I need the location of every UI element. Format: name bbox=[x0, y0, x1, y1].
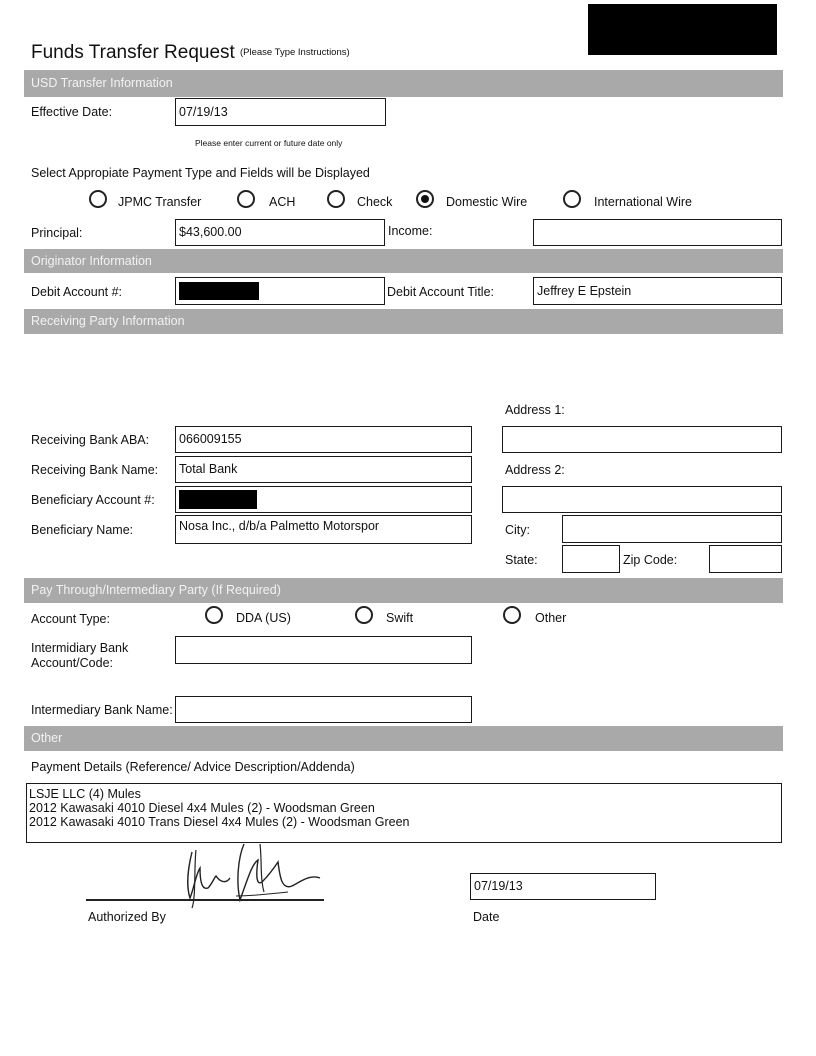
radio-selected-dot bbox=[421, 195, 429, 203]
signature-line bbox=[86, 899, 324, 901]
debit-account-redaction bbox=[179, 282, 259, 300]
address2-field[interactable] bbox=[502, 486, 782, 513]
income-label: Income: bbox=[388, 224, 433, 238]
radio-international-wire[interactable] bbox=[563, 190, 581, 208]
state-label: State: bbox=[505, 553, 538, 567]
bank-name-label: Receiving Bank Name: bbox=[31, 463, 159, 477]
date-note: Please enter current or future date only bbox=[195, 138, 343, 148]
address1-label: Address 1: bbox=[505, 403, 565, 417]
income-field[interactable] bbox=[533, 219, 782, 246]
instructions-note: (Please Type Instructions) bbox=[240, 47, 350, 58]
payment-details-field[interactable] bbox=[26, 783, 782, 843]
principal-field[interactable]: $43,600.00 bbox=[175, 219, 385, 246]
section-receiving-party: Receiving Party Information bbox=[24, 309, 783, 334]
zip-label: Zip Code: bbox=[623, 553, 678, 567]
radio-label-check: Check bbox=[357, 195, 393, 209]
debit-account-title-field[interactable]: Jeffrey E Epstein bbox=[533, 277, 782, 305]
effective-date-label: Effective Date: bbox=[31, 105, 113, 119]
account-type-label: Account Type: bbox=[31, 612, 110, 626]
debit-account-label: Debit Account #: bbox=[31, 285, 123, 299]
zip-field[interactable] bbox=[709, 545, 782, 573]
footer-date-field[interactable]: 07/19/13 bbox=[470, 873, 656, 900]
intermediary-account-label-line2: Account/Code: bbox=[31, 656, 113, 670]
beneficiary-account-redaction bbox=[179, 490, 257, 509]
page-title: Funds Transfer Request bbox=[31, 42, 235, 63]
aba-label: Receiving Bank ABA: bbox=[31, 433, 150, 447]
beneficiary-name-label: Beneficiary Name: bbox=[31, 523, 134, 537]
radio-dda-us[interactable] bbox=[205, 606, 223, 624]
header-redaction bbox=[588, 4, 777, 55]
beneficiary-name-field[interactable]: Nosa Inc., d/b/a Palmetto Motorspor bbox=[175, 515, 472, 544]
aba-field[interactable]: 066009155 bbox=[175, 426, 472, 453]
payment-details-line: LSJE LLC (4) Mules bbox=[29, 787, 141, 801]
radio-ach[interactable] bbox=[237, 190, 255, 208]
section-pay-through: Pay Through/Intermediary Party (If Required) bbox=[24, 578, 783, 603]
radio-other[interactable] bbox=[503, 606, 521, 624]
payment-type-prompt: Select Appropiate Payment Type and Fields will be Displayed bbox=[31, 166, 370, 180]
radio-label-jpmc-transfer: JPMC Transfer bbox=[118, 195, 202, 209]
address1-field[interactable] bbox=[502, 426, 782, 453]
city-field[interactable] bbox=[562, 515, 782, 543]
radio-label-other: Other bbox=[535, 611, 567, 625]
bank-name-field[interactable]: Total Bank bbox=[175, 456, 472, 483]
beneficiary-account-field[interactable] bbox=[175, 486, 472, 513]
principal-label: Principal: bbox=[31, 226, 83, 240]
radio-label-ach: ACH bbox=[269, 195, 296, 209]
effective-date-field[interactable]: 07/19/13 bbox=[175, 98, 386, 126]
radio-jpmc-transfer[interactable] bbox=[89, 190, 107, 208]
debit-account-title-label: Debit Account Title: bbox=[387, 285, 495, 299]
radio-label-dda-us: DDA (US) bbox=[236, 611, 291, 625]
city-label: City: bbox=[505, 523, 530, 537]
beneficiary-account-label: Beneficiary Account #: bbox=[31, 493, 155, 507]
footer-date-label: Date bbox=[473, 910, 500, 924]
radio-domestic-wire[interactable] bbox=[416, 190, 434, 208]
debit-account-field[interactable] bbox=[175, 277, 385, 305]
section-originator: Originator Information bbox=[24, 249, 783, 273]
radio-label-swift: Swift bbox=[386, 611, 414, 625]
radio-label-domestic-wire: Domestic Wire bbox=[446, 195, 528, 209]
intermediary-account-field[interactable] bbox=[175, 636, 472, 664]
section-other: Other bbox=[24, 726, 783, 751]
intermediary-account-label-line1: Intermidiary Bank bbox=[31, 641, 129, 655]
intermediary-bank-name-field[interactable] bbox=[175, 696, 472, 723]
income-label-cell bbox=[385, 219, 483, 246]
payment-details-line: 2012 Kawasaki 4010 Trans Diesel 4x4 Mules (2) - Woodsman Green bbox=[29, 815, 410, 829]
state-field[interactable] bbox=[562, 545, 620, 573]
authorized-by-label: Authorized By bbox=[88, 910, 166, 924]
intermediary-bank-name-label: Intermediary Bank Name: bbox=[31, 703, 173, 717]
radio-swift[interactable] bbox=[355, 606, 373, 624]
radio-label-international-wire: International Wire bbox=[594, 195, 692, 209]
payment-details-label: Payment Details (Reference/ Advice Description/Addenda) bbox=[31, 760, 355, 774]
payment-details-line: 2012 Kawasaki 4010 Diesel 4x4 Mules (2) - Woodsman Green bbox=[29, 801, 375, 815]
section-usd-transfer: USD Transfer Information bbox=[24, 70, 783, 97]
address2-label: Address 2: bbox=[505, 463, 565, 477]
radio-check[interactable] bbox=[327, 190, 345, 208]
